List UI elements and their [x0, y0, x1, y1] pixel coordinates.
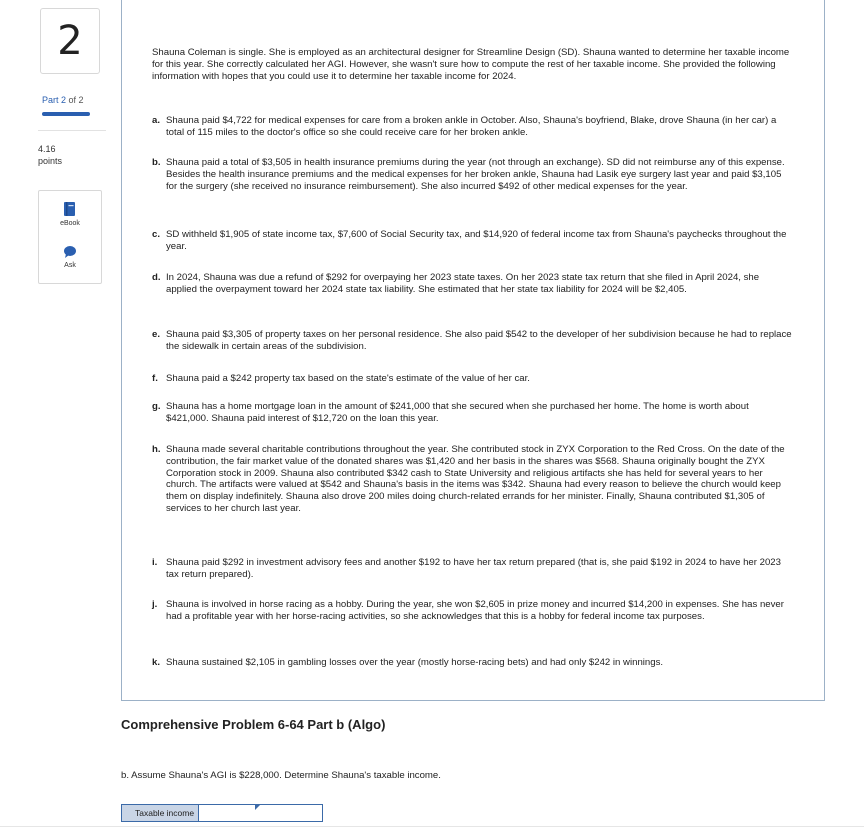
item-label: e. [152, 329, 161, 340]
item-label: f. [152, 373, 158, 384]
points-display [38, 143, 62, 167]
list-item-a [152, 115, 792, 139]
list-item-j [152, 599, 792, 623]
item-label: d. [152, 272, 161, 283]
item-label: j. [152, 599, 158, 610]
list-item-h [152, 444, 792, 515]
item-label: i. [152, 557, 158, 568]
item-text: In 2024, Shauna was due a refund of $292 for overpaying her 2023 state taxes. On her 2023 state tax return that she filed in April 2024, she applied the overpayment toward her 2024 state tax liability. She estimated that her state tax liability for 2024 will be $2,405. [166, 272, 760, 295]
item-label: h. [152, 444, 161, 455]
list-item-f [152, 373, 792, 385]
list-item-k [152, 657, 792, 669]
item-label: c. [152, 229, 161, 240]
points-value: 4.16 [38, 144, 56, 154]
divider [38, 130, 106, 131]
list-item-g [152, 401, 792, 425]
item-text: Shauna has a home mortgage loan in the amount of $241,000 that she secured when she purchased her home. The home is worth about $421,000. Shauna paid interest of $12,720 on the loan this year. [166, 401, 749, 424]
list-item-i [152, 557, 792, 581]
book-icon [63, 201, 77, 217]
tools-panel [38, 190, 102, 284]
list-item-c [152, 229, 792, 253]
item-label: a. [152, 115, 161, 126]
question-number-text: 2 [57, 18, 83, 64]
list-item-e [152, 329, 792, 353]
item-text: Shauna sustained $2,105 in gambling losses over the year (mostly horse-racing bets) and had only $242 in winnings. [166, 657, 664, 668]
part-progress-bar [42, 112, 90, 116]
taxable-income-label: Taxable income [122, 805, 198, 821]
item-text: Shauna made several charitable contributions throughout the year. She contributed stock in ZYX Corporation to the Red Cross. On the date of the contribution, the fair market value of the donated shares was $1,420 and her basis in the shares was $568. Shauna originally bought the ZYX Corporation stock in 2009. Shauna also contributed $342 cash to State University and religious artifacts she has held for several years to her church. The artifacts were valued at $542 and Shauna's basis in the items was $342. Shauna had every reason to believe the church would keep them on display indefinitely. Shauna also drove 200 miles doing church-related errands for her minister. Finally, Shauna contributed $1,305 of services to her church last year. [166, 444, 785, 514]
item-label: b. [152, 157, 161, 168]
problem-intro: Shauna Coleman is single. She is employed as an architectural designer for Streamline Design (SD). Shauna wanted to determine her taxable income for this year. She correctly calculated her AGI. However, she wasn't sure how to compute the rest of her taxable income. She provided the following information with hopes that you could use it to determine her taxable income for 2024. [152, 47, 790, 82]
ebook-button[interactable] [39, 201, 101, 227]
part-indicator [42, 95, 84, 105]
item-label: g. [152, 401, 161, 412]
part-current: Part 2 [42, 95, 67, 105]
item-text: Shauna paid $292 in investment advisory fees and another $192 to have her tax return prepared (that is, she paid $192 in 2024 to have her 2023 tax return prepared). [166, 557, 781, 580]
ask-button[interactable] [39, 245, 101, 269]
ask-label: Ask [64, 262, 76, 269]
list-item-b [152, 157, 792, 192]
item-text: Shauna paid $4,722 for medical expenses for care from a broken ankle in October. Also, Shauna's boyfriend, Blake, drove Shauna (in her car) a total of 115 miles to the doctor's office so she could receive care for her broken ankle. [166, 115, 777, 138]
item-text: Shauna paid a total of $3,505 in health insurance premiums during the year (not through an exchange). SD did not reimburse any of this expense. Besides the health insurance premiums and the medical expenses for her broken ankle, Shauna had Lasik eye surgery last year and paid $3,105 for the surgery (she received no insurance reimbursement). She also incurred $492 of other medical expenses for the year. [166, 157, 785, 192]
part-b-title: Comprehensive Problem 6-64 Part b (Algo) [121, 717, 386, 732]
question-sidebar [0, 0, 110, 829]
item-text: SD withheld $1,905 of state income tax, $7,600 of Social Security tax, and $14,920 of federal income tax from Shauna's paychecks throughout the year. [166, 229, 787, 252]
item-text: Shauna is involved in horse racing as a hobby. During the year, she won $2,605 in prize money and incurred $14,200 in expenses. She has never had a profitable year with her horse-racing activities, so she acknowledges that this is a hobby for federal income tax purposes. [166, 599, 784, 622]
list-item-d [152, 272, 792, 296]
question-number [40, 8, 100, 74]
chat-bubble-icon [63, 245, 77, 259]
points-label: points [38, 156, 63, 166]
answer-row [121, 804, 323, 822]
part-of: of 2 [68, 95, 84, 105]
part-b-question: b. Assume Shauna's AGI is $228,000. Determine Shauna's taxable income. [121, 770, 441, 781]
answer-marker [255, 804, 261, 810]
ebook-label: eBook [60, 220, 80, 227]
item-label: k. [152, 657, 161, 668]
divider [0, 826, 864, 827]
item-text: Shauna paid a $242 property tax based on the state's estimate of the value of her car. [166, 373, 530, 384]
item-text: Shauna paid $3,305 of property taxes on her personal residence. She also paid $542 to the developer of her subdivision because he had to replace the sidewalk in certain areas of the subdivision. [166, 329, 792, 352]
